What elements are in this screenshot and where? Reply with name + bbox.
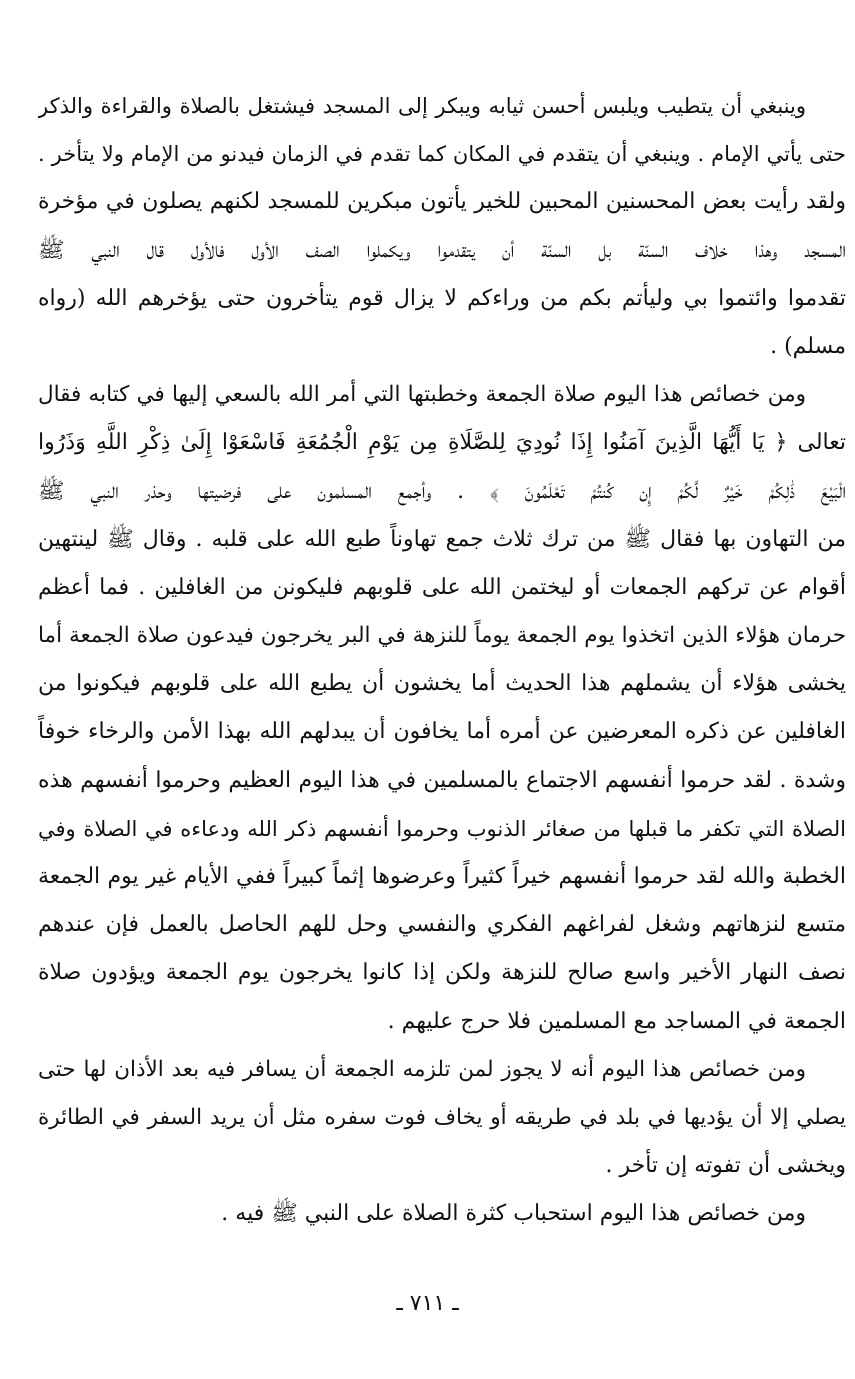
text-line: حرمان هؤلاء الذين اتخذوا يوم الجمعة يوماً للنزهة في البر يخرجون فيدعون صلاة الجمعة أما xyxy=(38,623,846,649)
text-line: الغافلين عن ذكره المعرضين عن أمره أما يخافون أن يبدلهم الله بهذا الأمن والرخاء خوفاً xyxy=(38,719,846,745)
text-line: نصف النهار الأخير واسع صالح للنزهة ولكن إذا كانوا يخرجون يوم الجمعة ويؤدون صلاة xyxy=(38,960,846,986)
text-line: يخشى هؤلاء أن يشملهم هذا الحديث أما يخشون أن يطبع الله على قلوبهم فيكونوا من xyxy=(38,671,846,697)
text-line: ويخشى أن تفوته إن تأخر . xyxy=(605,1153,846,1179)
text-line: الْبَيْعَ ذَٰلِكُمْ خَيْرٌ لَّكُمْ إِن كُنتُمْ تَعْلَمُونَ ﴾ . وأجمع المسلمون على فرضيتها وحذر النبي ﷺ xyxy=(38,478,846,504)
text-line: يصلي إلا أن يؤديها في بلد في طريقه أو يخاف فوت سفره مثل أن يريد السفر في الطائرة xyxy=(38,1104,846,1130)
text-line: وينبغي أن يتطيب ويلبس أحسن ثيابه ويبكر إلى المسجد فيشتغل بالصلاة والقراءة والذكر xyxy=(38,94,806,118)
text-line: المسجد وهذا خلاف السنّة بل السنّة أن يتقدموا ويكملوا الصف الأول فالأول قال النبي ﷺ xyxy=(38,237,846,263)
text-line: ومن خصائص هذا اليوم أنه لا يجوز لمن تلزمه الجمعة أن يسافر فيه بعد الأذان لها حتى xyxy=(38,1056,806,1082)
text-line: ومن خصائص هذا اليوم صلاة الجمعة وخطبتها التي أمر الله بالسعي إليها في كتابه فقال xyxy=(38,382,806,408)
text-line: ومن خصائص هذا اليوم استحباب كثرة الصلاة على النبي ﷺ فيه . xyxy=(221,1201,806,1227)
text-line: حتى يأتي الإمام . وينبغي أن يتقدم في المكان كما تقدم في الزمان فيدنو من الإمام ولا يتأخر . xyxy=(38,142,846,167)
text-line: وشدة . لقد حرموا أنفسهم الاجتماع بالمسلمين في هذا اليوم العظيم وحرموا أنفسهم هذه xyxy=(38,767,846,793)
text-line: ولقد رأيت بعض المحسنين المحبين للخير يأتون مبكرين للمسجد لكنهم يصلون في مؤخرة xyxy=(38,189,846,215)
page-number: ـ ٧١١ ـ xyxy=(396,1291,459,1316)
body-text xyxy=(38,82,846,1239)
text-line: الخطبة والله لقد حرموا أنفسهم خيراً كثيراً وعرضوها إثماً كبيراً ففي الأيام غير يوم الجمعة xyxy=(38,864,846,889)
text-line: الجمعة في المساجد مع المسلمين فلا حرج عليهم . xyxy=(387,1008,846,1034)
text-line: مسلم) . xyxy=(770,333,846,359)
text-line: متسع لنزهاتهم وشغل لفراغهم الفكري والنفسي وحل للهم الحاصل بالعمل فإن عندهم xyxy=(38,912,846,938)
text-line: تقدموا وائتموا بي وليأتم بكم من وراءكم لا يزال قوم يتأخرون حتى يؤخرهم الله (رواه xyxy=(38,285,846,311)
text-line: أقوام عن تركهم الجمعات أو ليختمن الله على قلوبهم فليكونن من الغافلين . فما أعظم xyxy=(38,574,846,600)
text-line: تعالى ﴿ يَا أَيُّهَا الَّذِينَ آمَنُوا إِذَا نُودِيَ لِلصَّلَاةِ مِن يَوْمِ الْجُمُعَةِ فَاسْعَوْا إِلَىٰ ذِكْرِ اللَّهِ وَذَرُوا xyxy=(38,430,846,456)
text-line: من التهاون بها فقال ﷺ من ترك ثلاث جمع تهاوناً طبع الله على قلبه . وقال ﷺ لينتهين xyxy=(38,526,846,552)
text-line: الصلاة التي تكفر ما قبلها من صغائر الذنوب وحرموا أنفسهم ذكر الله ودعاءه في الصلاة وفي xyxy=(38,816,846,841)
